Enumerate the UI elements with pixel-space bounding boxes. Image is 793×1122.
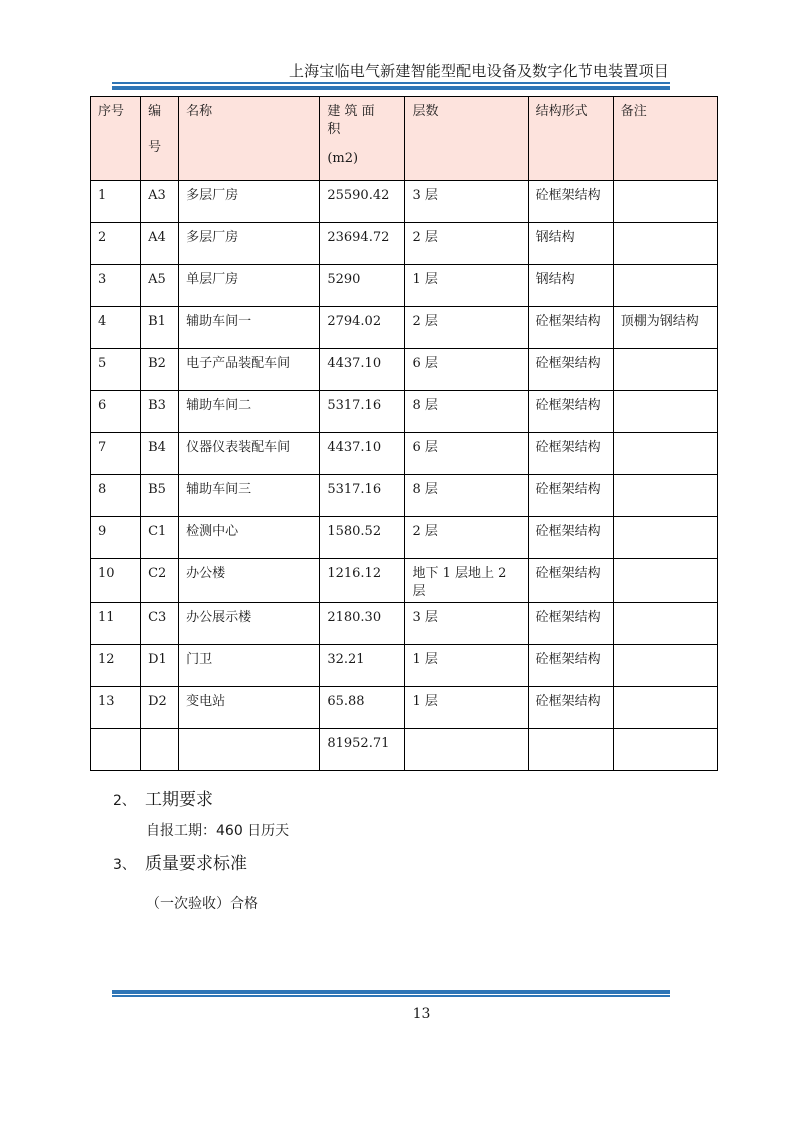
cell-seq: 2 <box>91 223 141 265</box>
cell-floors: 2 层 <box>405 517 528 559</box>
header-rule-thin <box>112 82 670 84</box>
cell-code: C3 <box>141 603 179 645</box>
cell-structure: 砼框架结构 <box>528 645 613 687</box>
cell-seq: 1 <box>91 181 141 223</box>
section-heading-quality <box>113 849 247 874</box>
cell-code: A3 <box>141 181 179 223</box>
cell-floors <box>405 729 528 771</box>
cell-seq: 12 <box>91 645 141 687</box>
cell-area: 5317.16 <box>320 391 405 433</box>
header-area-line2: 积 <box>327 122 341 137</box>
cell-floors: 2 层 <box>405 223 528 265</box>
header-code <box>141 97 179 181</box>
cell-area: 23694.72 <box>320 223 405 265</box>
cell-seq: 10 <box>91 559 141 603</box>
cell-structure: 钢结构 <box>528 265 613 307</box>
table-row <box>91 517 718 559</box>
header-floors: 层数 <box>405 97 528 181</box>
cell-total-area: 81952.71 <box>320 729 405 771</box>
cell-area: 65.88 <box>320 687 405 729</box>
cell-code: B1 <box>141 307 179 349</box>
cell-area: 5290 <box>320 265 405 307</box>
cell-area: 32.21 <box>320 645 405 687</box>
header-seq: 序号 <box>91 97 141 181</box>
cell-floors: 1 层 <box>405 265 528 307</box>
cell-area: 4437.10 <box>320 433 405 475</box>
cell-name: 电子产品装配车间 <box>179 349 320 391</box>
cell-remarks <box>613 391 717 433</box>
table-row <box>91 687 718 729</box>
cell-seq: 5 <box>91 349 141 391</box>
cell-floors: 地下 1 层地上 2 层 <box>405 559 528 603</box>
table-row <box>91 349 718 391</box>
table-row <box>91 603 718 645</box>
cell-area: 25590.42 <box>320 181 405 223</box>
footer-rule-thick <box>112 990 670 994</box>
cell-structure: 砼框架结构 <box>528 307 613 349</box>
cell-structure: 砼框架结构 <box>528 391 613 433</box>
cell-remarks <box>613 687 717 729</box>
section-number: 2、 <box>113 793 136 809</box>
cell-floors: 8 层 <box>405 475 528 517</box>
cell-remarks <box>613 729 717 771</box>
header-area-line1: 建 筑 面 <box>327 104 375 119</box>
table-header-row <box>91 97 718 181</box>
header-rule-thick <box>112 86 670 90</box>
cell-remarks <box>613 475 717 517</box>
cell-name: 门卫 <box>179 645 320 687</box>
cell-structure: 砼框架结构 <box>528 475 613 517</box>
cell-seq: 4 <box>91 307 141 349</box>
cell-floors: 8 层 <box>405 391 528 433</box>
table-row <box>91 223 718 265</box>
cell-remarks <box>613 181 717 223</box>
table-row <box>91 181 718 223</box>
cell-name: 检测中心 <box>179 517 320 559</box>
section-number: 3、 <box>113 857 136 873</box>
cell-floors: 6 层 <box>405 433 528 475</box>
cell-name: 变电站 <box>179 687 320 729</box>
table-row <box>91 475 718 517</box>
schedule-text: 自报工期：460 日历天 <box>146 823 290 839</box>
table-row <box>91 391 718 433</box>
cell-remarks <box>613 223 717 265</box>
cell-name: 仪器仪表装配车间 <box>179 433 320 475</box>
table-row <box>91 307 718 349</box>
table-row <box>91 559 718 603</box>
cell-name: 办公楼 <box>179 559 320 603</box>
cell-remarks <box>613 349 717 391</box>
cell-remarks <box>613 517 717 559</box>
cell-remarks <box>613 433 717 475</box>
cell-remarks <box>613 645 717 687</box>
cell-floors: 3 层 <box>405 181 528 223</box>
cell-structure <box>528 729 613 771</box>
header-area-line3: (m2) <box>327 151 359 166</box>
cell-code <box>141 729 179 771</box>
header-remarks: 备注 <box>613 97 717 181</box>
cell-code: C1 <box>141 517 179 559</box>
cell-structure: 砼框架结构 <box>528 559 613 603</box>
cell-remarks: 顶棚为钢结构 <box>613 307 717 349</box>
cell-code: B2 <box>141 349 179 391</box>
cell-floors: 3 层 <box>405 603 528 645</box>
cell-seq: 13 <box>91 687 141 729</box>
cell-structure: 砼框架结构 <box>528 687 613 729</box>
cell-area: 1216.12 <box>320 559 405 603</box>
cell-area: 2794.02 <box>320 307 405 349</box>
cell-code: C2 <box>141 559 179 603</box>
cell-seq: 11 <box>91 603 141 645</box>
cell-code: A4 <box>141 223 179 265</box>
cell-name: 多层厂房 <box>179 223 320 265</box>
section-title: 质量要求标准 <box>145 854 247 874</box>
cell-structure: 砼框架结构 <box>528 349 613 391</box>
cell-name <box>179 729 320 771</box>
cell-floors: 6 层 <box>405 349 528 391</box>
cell-structure: 砼框架结构 <box>528 433 613 475</box>
cell-code: D1 <box>141 645 179 687</box>
section-heading-schedule <box>113 785 213 810</box>
table-row <box>91 433 718 475</box>
section-title: 工期要求 <box>145 790 213 810</box>
quality-text: （一次验收）合格 <box>146 896 258 912</box>
cell-remarks <box>613 265 717 307</box>
cell-code: A5 <box>141 265 179 307</box>
table-total-row <box>91 729 718 771</box>
cell-area: 5317.16 <box>320 475 405 517</box>
cell-area: 1580.52 <box>320 517 405 559</box>
cell-seq: 6 <box>91 391 141 433</box>
cell-name: 辅助车间二 <box>179 391 320 433</box>
cell-name: 办公展示楼 <box>179 603 320 645</box>
footer-rule-thin <box>112 995 670 997</box>
cell-remarks <box>613 603 717 645</box>
table-row <box>91 265 718 307</box>
cell-structure: 钢结构 <box>528 223 613 265</box>
header-title: 上海宝临电气新建智能型配电设备及数字化节电装置项目 <box>288 62 669 80</box>
page-number: 13 <box>412 1006 431 1022</box>
cell-structure: 砼框架结构 <box>528 181 613 223</box>
cell-name: 单层厂房 <box>179 265 320 307</box>
cell-area: 4437.10 <box>320 349 405 391</box>
cell-seq: 3 <box>91 265 141 307</box>
header-area <box>320 97 405 181</box>
cell-name: 辅助车间一 <box>179 307 320 349</box>
cell-code: B5 <box>141 475 179 517</box>
header-code-line1: 编 <box>148 104 162 119</box>
cell-code: B4 <box>141 433 179 475</box>
header-structure: 结构形式 <box>528 97 613 181</box>
cell-name: 辅助车间三 <box>179 475 320 517</box>
header-name: 名称 <box>179 97 320 181</box>
cell-floors: 2 层 <box>405 307 528 349</box>
cell-floors: 1 层 <box>405 645 528 687</box>
cell-seq <box>91 729 141 771</box>
cell-remarks <box>613 559 717 603</box>
cell-name: 多层厂房 <box>179 181 320 223</box>
header-code-line2: 号 <box>148 140 162 155</box>
cell-structure: 砼框架结构 <box>528 603 613 645</box>
cell-code: D2 <box>141 687 179 729</box>
building-table <box>90 96 718 771</box>
cell-seq: 7 <box>91 433 141 475</box>
cell-seq: 8 <box>91 475 141 517</box>
cell-code: B3 <box>141 391 179 433</box>
table-row <box>91 645 718 687</box>
cell-seq: 9 <box>91 517 141 559</box>
cell-area: 2180.30 <box>320 603 405 645</box>
cell-structure: 砼框架结构 <box>528 517 613 559</box>
cell-floors: 1 层 <box>405 687 528 729</box>
